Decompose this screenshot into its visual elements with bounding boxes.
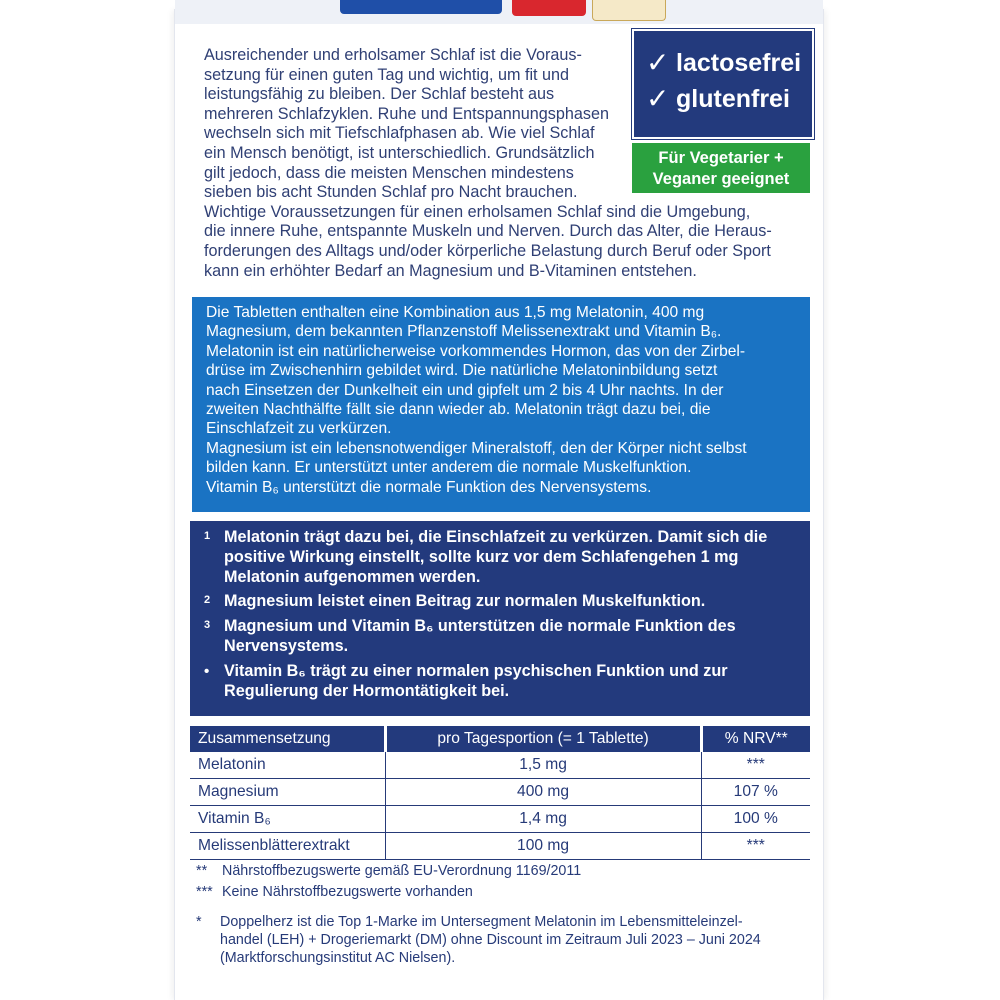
claim-item: [204, 592, 800, 612]
footnote-marker: **: [196, 863, 208, 879]
gluten-free-row: [646, 81, 812, 117]
info-line: Vitamin B₆ unterstützt die normale Funktion des Nervensystems.: [206, 478, 652, 496]
table-cell: 107 %: [701, 779, 810, 806]
nutrition-table: [190, 726, 810, 860]
footnote-top-brand: [196, 913, 806, 967]
table-row: [190, 806, 810, 833]
claim-item: [204, 528, 800, 587]
footnote-marker: *: [196, 914, 202, 930]
health-claims-box: [190, 521, 810, 716]
free-from-badge: [632, 29, 814, 139]
intro-line: mehreren Schlafzyklen. Ruhe und Entspannungsphasen: [204, 104, 609, 123]
table-cell: Magnesium: [190, 779, 385, 806]
info-line: bilden kann. Er unterstützt unter anderem die normale Muskelfunktion.: [206, 459, 692, 477]
intro-line: wechseln sich mit Tiefschlafphasen ab. Wie viel Schlaf: [204, 124, 595, 143]
intro-line: setzung für einen guten Tag und wichtig, um fit und: [204, 65, 570, 84]
column-header: % NRV**: [701, 726, 810, 752]
info-line: nach Einsetzen der Dunkelheit ein und gipfelt um 2 bis 4 Uhr nachts. In der: [206, 381, 724, 399]
intro-line: Ausreichender und erholsamer Schlaf ist die Voraus-: [204, 46, 582, 64]
info-line: Die Tabletten enthalten eine Kombination aus 1,5 mg Melatonin, 400 mg: [206, 304, 705, 321]
claim-item: [204, 662, 800, 702]
table-row: [190, 752, 810, 779]
claim-item: [204, 617, 800, 657]
footnote-marker: ***: [196, 884, 213, 900]
footnote-line: (Marktforschungsinstitut AC Nielsen).: [220, 950, 456, 966]
top-gold-label: [592, 0, 666, 21]
table-cell: 1,5 mg: [385, 752, 701, 779]
vegan-badge-line1: Für Vegetarier +: [658, 149, 784, 167]
info-line: zweiten Nachthälfte fällt sie dann wieder ab. Melatonin trägt dazu bei, die: [206, 401, 711, 419]
table-cell: Melissenblätterextrakt: [190, 833, 385, 860]
info-line: Magnesium ist ein lebensnotwendiger Mineralstoff, den der Körper nicht selbst: [206, 439, 747, 457]
info-line: Magnesium, dem bekannten Pflanzenstoff Melissenextrakt und Vitamin B₆.: [206, 323, 722, 341]
column-header: pro Tagesportion (= 1 Tablette): [385, 726, 701, 752]
footnote-text: Nährstoffbezugswerte gemäß EU-Verordnung 1169/2011: [222, 863, 582, 879]
table-header-row: [190, 726, 810, 752]
table-cell: 400 mg: [385, 779, 701, 806]
claim-marker: 1: [204, 530, 211, 542]
package-top-edge: [175, 0, 823, 24]
footnote-nrv: [196, 862, 806, 880]
intro-line: die innere Ruhe, entspannte Muskeln und Nerven. Durch das Alter, die Heraus-: [204, 222, 772, 241]
intro-line: Wichtige Voraussetzungen für einen erholsamen Schlaf sind die Umgebung,: [204, 202, 751, 221]
check-icon: ✓: [646, 83, 670, 114]
table-cell: Vitamin B₆: [190, 806, 385, 833]
claim-text: Magnesium leistet einen Beitrag zur normalen Muskelfunktion.: [224, 592, 706, 611]
intro-line: gilt jedoch, dass die meisten Menschen mindestens: [204, 163, 574, 182]
top-brand-mark: [340, 0, 502, 14]
table-cell: ***: [701, 833, 810, 860]
info-line: Melatonin ist ein natürlicherweise vorkommendes Hormon, das von der Zirbel-: [206, 342, 746, 360]
table-cell: 1,4 mg: [385, 806, 701, 833]
check-icon: ✓: [646, 47, 670, 78]
claim-text: Melatonin trägt dazu bei, die Einschlafzeit zu verkürzen. Damit sich die positive Wirkung einstellt, sollte kurz vor dem Schlafengehen 1 mg Melatonin aufgenommen werden.: [224, 528, 768, 586]
footnote-line: Doppelherz ist die Top 1-Marke im Untersegment Melatonin im Lebensmitteleinzel-: [220, 914, 743, 930]
lactose-free-label: lactosefrei: [676, 48, 802, 77]
gluten-free-label: glutenfrei: [676, 84, 790, 113]
intro-line: leistungsfähig zu bleiben. Der Schlaf besteht aus: [204, 85, 555, 104]
table-row: [190, 833, 810, 860]
vegan-badge-line2: Veganer geeignet: [652, 170, 790, 188]
claim-text: Magnesium und Vitamin B₆ unterstützen die normale Funktion des Nervensystems.: [224, 617, 736, 655]
column-header: Zusammensetzung: [190, 726, 385, 752]
footnote-line: handel (LEH) + Drogeriemarkt (DM) ohne Discount im Zeitraum Juli 2023 – Juni 2024: [220, 932, 761, 948]
claim-marker: 3: [204, 619, 211, 632]
info-line: drüse im Zwischenhirn gebildet wird. Die natürliche Melatoninbildung setzt: [206, 362, 718, 380]
table-cell: 100 %: [701, 806, 810, 833]
intro-line: ein Mensch benötigt, ist unterschiedlich. Grundsätzlich: [204, 143, 595, 162]
intro-line: kann ein erhöhter Bedarf an Magnesium und B-Vitaminen entstehen.: [204, 261, 697, 280]
info-line: Einschlafzeit zu verkürzen.: [206, 420, 392, 438]
claim-text: Vitamin B₆ trägt zu einer normalen psychischen Funktion und zur Regulierung der Hormontätigkeit bei.: [224, 661, 728, 700]
table-row: [190, 779, 810, 806]
lactose-free-row: [646, 45, 812, 81]
footnote-no-nrv: [196, 883, 806, 901]
footnote-text: Keine Nährstoffbezugswerte vorhanden: [222, 884, 473, 900]
table-cell: 100 mg: [385, 833, 701, 860]
top-red-label: [512, 0, 586, 16]
claim-marker: 2: [204, 594, 211, 607]
table-cell: ***: [701, 752, 810, 779]
product-info-box: [192, 297, 810, 512]
intro-line: forderungen des Alltags und/oder körperliche Belastung durch Beruf oder Sport: [204, 241, 771, 260]
intro-line: sieben bis acht Stunden Schlaf pro Nacht brauchen.: [204, 183, 578, 202]
claim-marker: •: [204, 662, 210, 680]
table-cell: Melatonin: [190, 752, 385, 779]
vegan-badge: [632, 143, 810, 193]
